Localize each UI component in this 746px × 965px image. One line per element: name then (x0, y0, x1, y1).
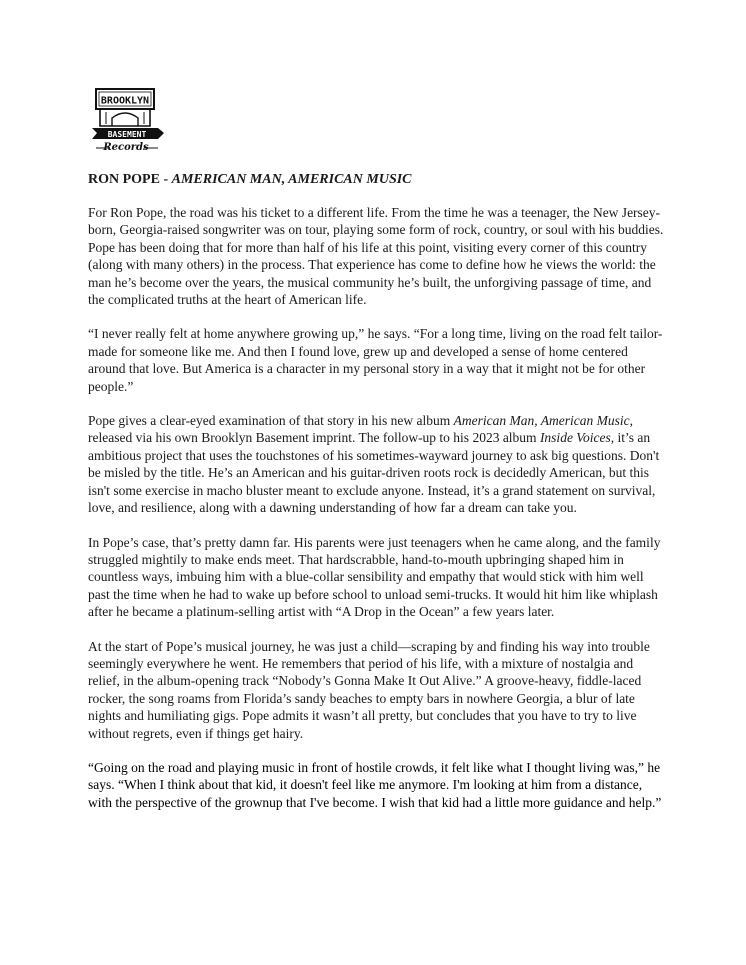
title-album: AMERICAN MAN, AMERICAN MUSIC (171, 172, 412, 187)
paragraph-2: “I never really felt at home anywhere growing up,” he says. “For a long time, living on the road felt tailor-made for someone like me. And then I found love, grew up and developed a sense of home centered around that love. But America is a character in my personal story in a way that it might not be for other people.” (88, 326, 663, 394)
paragraph-4: In Pope’s case, that’s pretty damn far. His parents were just teenagers when he came along, and the family struggled mightily to make ends meet. That hardscrabble, hand-to-mouth upbringing shaped him in countless ways, imbuing him with a blue-collar sensibility and empathy that would stick with him well past the time when he had to wake up before school to unload semi-trucks. It would hit him like whiplash after he became a platinum-selling artist with “A Drop in the Ocean” a few years later. (88, 534, 661, 620)
paragraph-3-part-c: , released via his own Brooklyn Basement imprint. The follow-up to his 2023 album (88, 413, 633, 446)
title-artist: RON POPE - (88, 172, 172, 187)
paragraph-3-part-e: , it’s an ambitious project that uses the touchstones of his sometimes-wayward journey to ask big questions. Don't be misled by the title. He’s an American and his guitar-driven roots rock is decidedly American, but this isn't some exercise in macho bluster meant to exclude anyone. Instead, it’s a grand statement on survival, love, and resilience, along with a dawning understanding of how far a dream can take you. (88, 430, 660, 516)
svg-text:BROOKLYN: BROOKLYN (100, 95, 150, 107)
paragraph-3 (88, 412, 668, 516)
paragraph-3-part-a: Pope gives a clear-eyed examination of that story in his new album (88, 413, 454, 429)
paragraph-5: At the start of Pope’s musical journey, he was just a child—scraping by and finding his way into trouble seemingly everywhere he went. He remembers that period of his life, with a mixture of nostalgia and relief, in the album-opening track “Nobody’s Gonna Make It Out Alive.” A groove-heavy, fiddle-laced rocker, the song roams from Florida’s sandy beaches to empty bars in nowhere Georgia, a blur of late nights and humiliating gigs. Pope admits it wasn’t all pretty, but concludes that you have to try to live without regrets, even if things get hairy. (88, 638, 650, 741)
album-title-italic: American Man, American Music (453, 413, 630, 429)
svg-text:Records: Records (103, 142, 149, 153)
paragraph-1: For Ron Pope, the road was his ticket to a different life. From the time he was a teenager, the New Jersey-born, Georgia-raised songwriter was on tour, playing some form of rock, country, or soul with his buddies. Pope has been doing that for more than half of his life at this point, visiting every corner of this country (along with many others) in the process. That experience has come to define how he views the world: the man he’s become over the years, the musical community he’s built, the unforgiving passage of time, and the complicated truths at the heart of American life. (88, 205, 664, 308)
svg-text:BASEMENT: BASEMENT (107, 129, 147, 139)
brooklyn-basement-records-logo (88, 86, 168, 154)
body-text (88, 204, 668, 829)
paragraph-6: “Going on the road and playing music in front of hostile crowds, it felt like what I thought living was,” he says. “When I think about that kid, it doesn't feel like me anymore. I'm looking at him from a distance, with the perspective of the grownup that I've become. I wish that kid had a little more guidance and help.” (88, 759, 662, 810)
page-title (88, 171, 412, 189)
previous-album-italic: Inside Voices (539, 430, 611, 446)
